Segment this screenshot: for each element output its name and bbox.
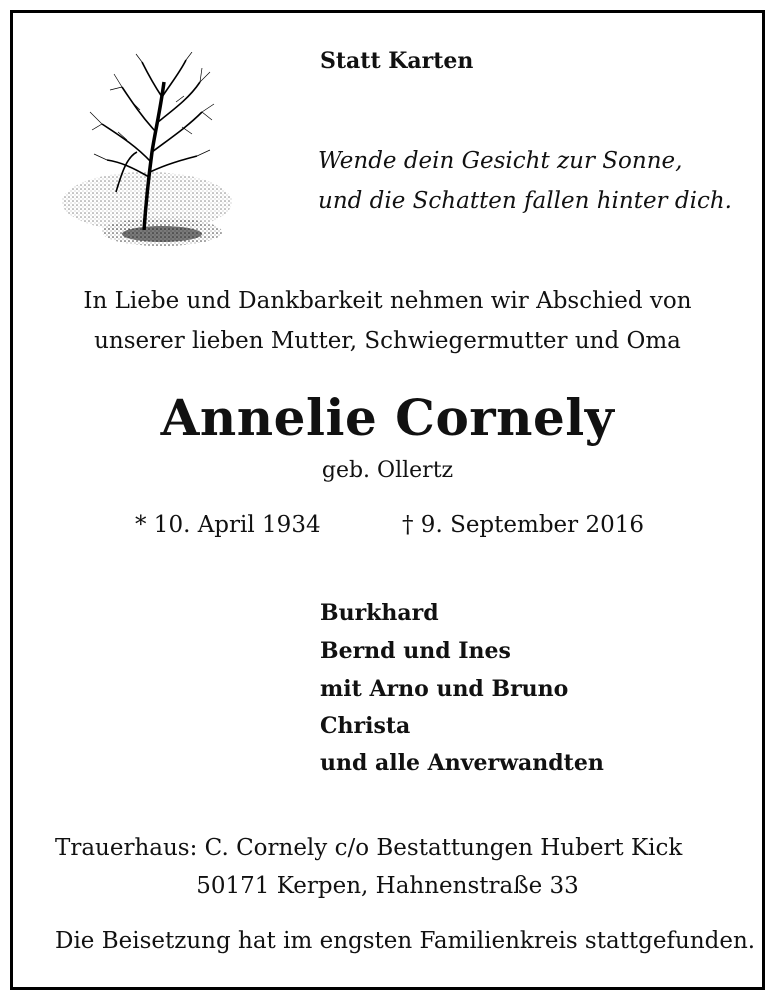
- trauerhaus-line: Trauerhaus: C. Cornely c/o Bestattungen Hubert Kick: [55, 835, 683, 861]
- mourner-item: Christa: [320, 713, 411, 739]
- mourner-item: und alle Anverwandten: [320, 750, 604, 776]
- quote-line-2: und die Schatten fallen hinter dich.: [318, 188, 732, 214]
- tree-icon: [52, 52, 242, 262]
- death-date: † 9. September 2016: [402, 512, 644, 538]
- burial-note: Die Beisetzung hat im engsten Familienkreis stattgefunden.: [55, 928, 756, 954]
- statt-karten-heading: Statt Karten: [320, 48, 474, 74]
- birth-name: geb. Ollertz: [321, 458, 454, 483]
- intro-line-2: unserer lieben Mutter, Schwiegermutter und Oma: [94, 328, 681, 354]
- mourner-item: Bernd und Ines: [320, 638, 511, 664]
- intro-line-1: In Liebe und Dankbarkeit nehmen wir Abschied von: [83, 288, 692, 314]
- mourner-item: mit Arno und Bruno: [320, 676, 569, 702]
- deceased-name: Annelie Cornely: [160, 388, 615, 447]
- quote-line-1: Wende dein Gesicht zur Sonne,: [318, 148, 683, 174]
- mourner-item: Burkhard: [320, 600, 439, 626]
- birth-date: * 10. April 1934: [135, 512, 321, 538]
- trauerhaus-address: 50171 Kerpen, Hahnenstraße 33: [196, 873, 579, 899]
